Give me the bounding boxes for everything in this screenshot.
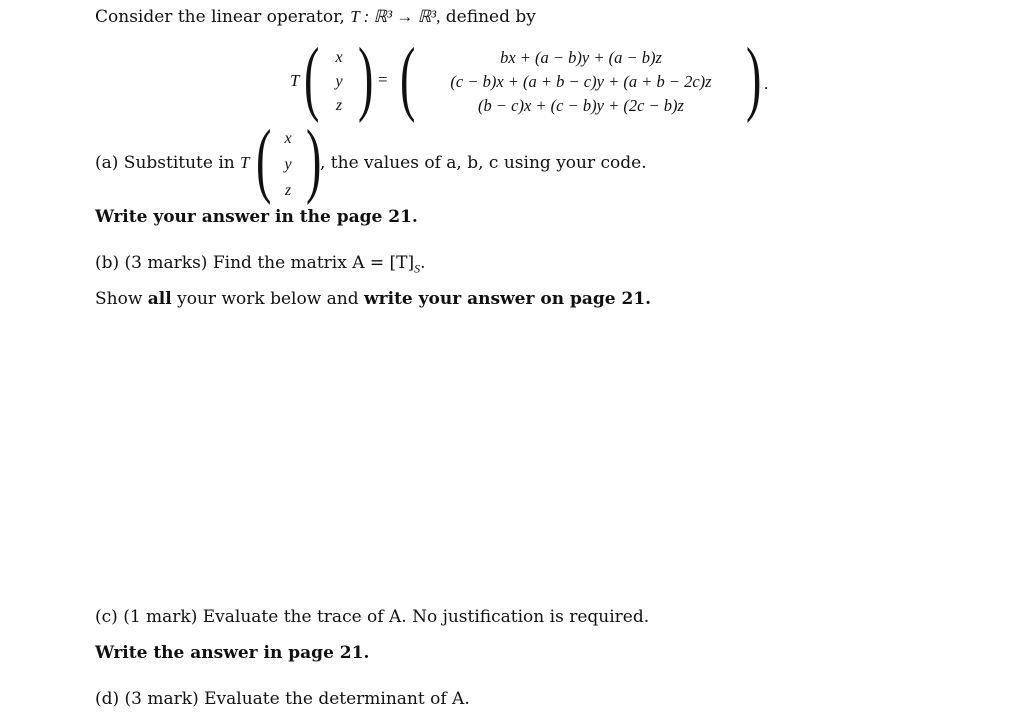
- part-a-operator-symbol: T: [240, 153, 250, 172]
- output-right-paren: ): [746, 31, 762, 124]
- intro-operator: T : ℝ³ → ℝ³,: [350, 7, 441, 26]
- part-a-note: Write your answer in the page 21.: [95, 207, 418, 227]
- part-a-left-paren: (: [256, 113, 272, 206]
- part-b-text: (b) (3 marks) Find the matrix A = [T]: [95, 253, 415, 273]
- input-z: z: [335, 97, 343, 114]
- output-left-paren: (: [400, 31, 416, 124]
- intro-line: [95, 7, 536, 27]
- part-a-vector: [276, 126, 300, 204]
- part-b-note: [95, 289, 651, 309]
- part-b-note-answer: write your answer on page 21.: [364, 289, 652, 309]
- input-x: x: [335, 49, 343, 66]
- part-a-right-paren: ): [306, 113, 322, 206]
- part-a-prefix: (a) Substitute in: [95, 153, 235, 173]
- part-b-trail: .: [420, 253, 426, 273]
- equation-end-punct: .: [764, 74, 769, 93]
- input-right-paren: ): [358, 31, 374, 124]
- part-d-text: (d) (3 mark) Evaluate the determinant of A.: [95, 689, 470, 709]
- part-c-note: Write the answer in page 21.: [95, 643, 370, 663]
- intro-prefix: Consider the linear operator,: [95, 7, 345, 27]
- part-b-note-all: all: [147, 289, 172, 309]
- part-b-subscript: S: [414, 261, 421, 276]
- part-a-x: x: [284, 130, 292, 147]
- input-y: y: [335, 73, 343, 90]
- part-a-suffix: , the values of a, b, c using your code.: [320, 153, 647, 173]
- output-row-2: (c − b)x + (a + b − c)y + (a + b − 2c)z: [450, 72, 712, 91]
- intro-suffix: defined by: [445, 7, 536, 27]
- part-c-text: (c) (1 mark) Evaluate the trace of A. No justification is required.: [95, 607, 650, 627]
- output-row-3: (b − c)x + (c − b)y + (2c − b)z: [478, 96, 684, 115]
- output-row-1: bx + (a − b)y + (a − b)z: [500, 48, 662, 67]
- part-b-question: [95, 253, 426, 276]
- part-a-z: z: [284, 182, 292, 199]
- equals-sign: =: [378, 70, 388, 89]
- input-vector: [326, 46, 352, 118]
- input-left-paren: (: [304, 31, 320, 124]
- part-a-y: y: [284, 156, 292, 173]
- output-vector: [418, 46, 744, 118]
- equation-operator-symbol: T: [290, 71, 300, 90]
- part-b-note-mid: your work below and: [171, 289, 365, 309]
- part-b-note-prefix: Show: [95, 289, 148, 309]
